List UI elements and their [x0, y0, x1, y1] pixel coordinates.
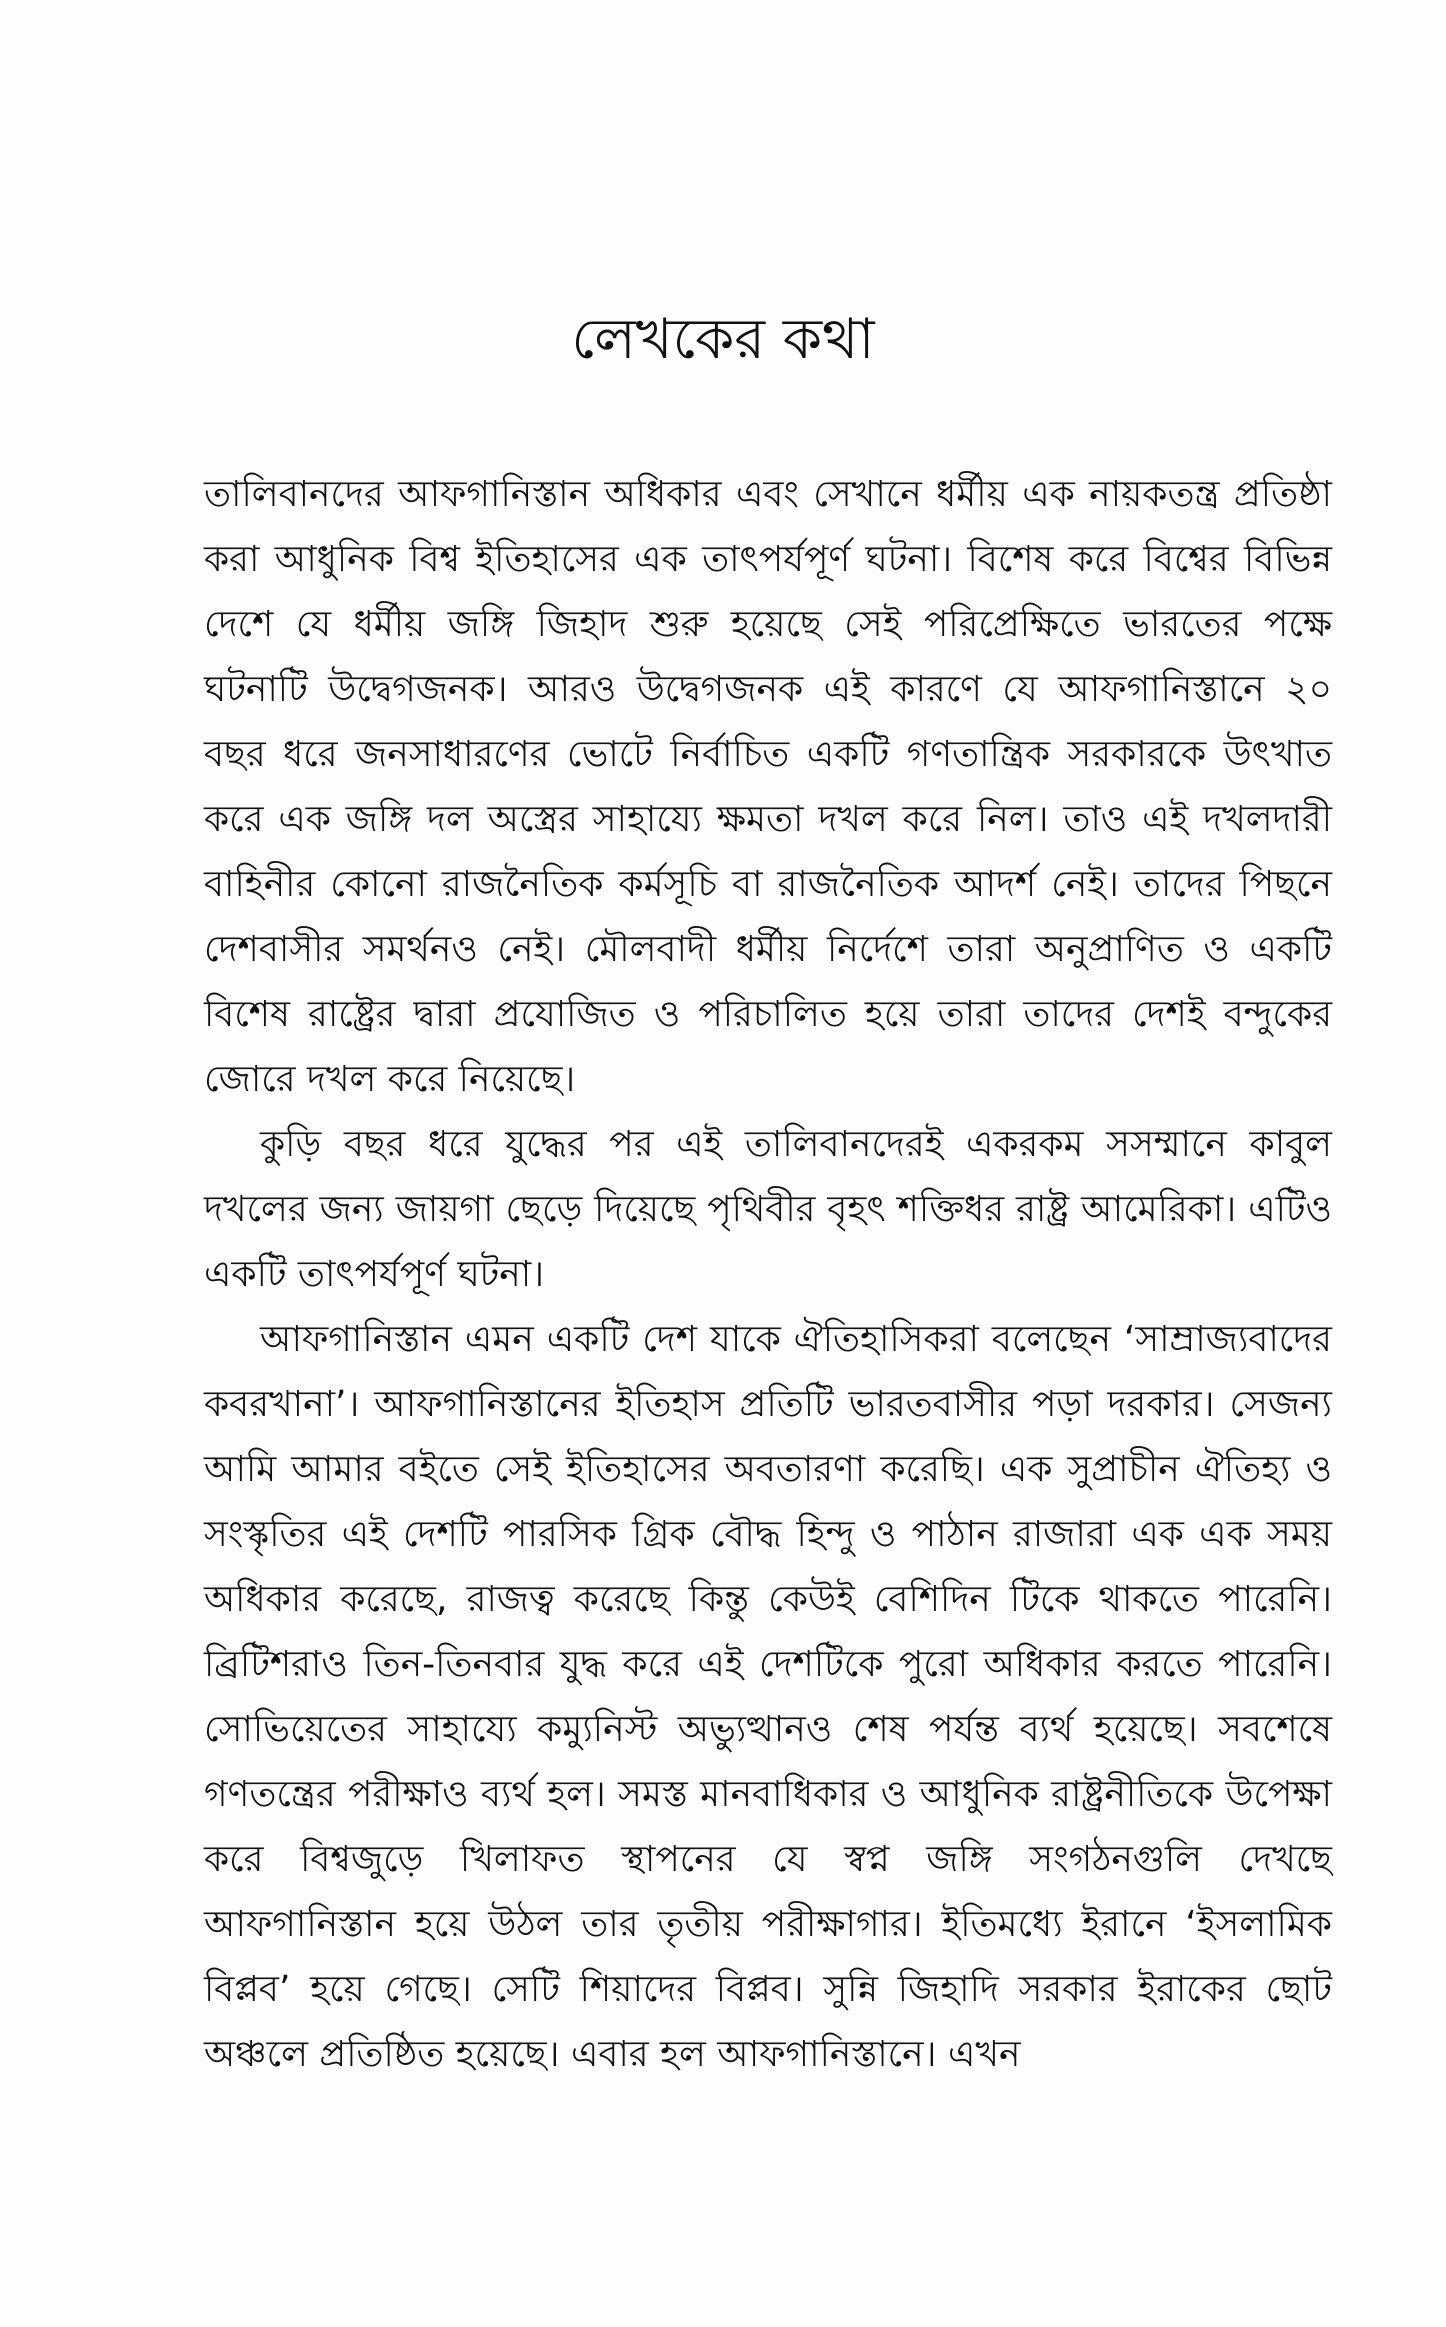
body-text [204, 462, 1332, 2087]
paragraph-3: আফগানিস্তান এমন একটি দেশ যাকে ঐতিহাসিকরা বলেছেন ‘সাম্রাজ্যবাদের কবরখানা’। আফগানিস্তানের ইতিহাস প্রতিটি ভারতবাসীর পড়া দরকার। সেজন্য আমি আমার বইতে সেই ইতিহাসের অবতারণা করেছি। এক সুপ্রাচীন ঐতিহ্য ও সংস্কৃতির এই দেশটি পারসিক গ্রিক বৌদ্ধ হিন্দু ও পাঠান রাজারা এক এক সময় অধিকার করেছে, রাজত্ব করেছে কিন্তু কেউই বেশিদিন টিকে থাকতে পারেনি। ব্রিটিশরাও তিন-তিনবার যুদ্ধ করে এই দেশটিকে পুরো অধিকার করতে পারেনি। সোভিয়েতের সাহায্যে কম্যুনিস্ট অভ্যুত্থানও শেষ পর্যন্ত ব্যর্থ হয়েছে। সবশেষে গণতন্ত্রের পরীক্ষাও ব্যর্থ হল। সমস্ত মানবাধিকার ও আধুনিক রাষ্ট্রনীতিকে উপেক্ষা করে বিশ্বজুড়ে খিলাফত স্থাপনের যে স্বপ্ন জঙ্গি সংগঠনগুলি দেখছে আফগানিস্তান হয়ে উঠল তার তৃতীয় পরীক্ষাগার। ইতিমধ্যে ইরানে ‘ইসলামিক বিপ্লব’ হয়ে গেছে। সেটি শিয়াদের বিপ্লব। সুন্নি জিহাদি সরকার ইরাকের ছোট অঞ্চলে প্রতিষ্ঠিত হয়েছে। এবার হল আফগানিস্তানে। এখন [204, 1319, 1332, 2075]
paragraph-1: তালিবানদের আফগানিস্তান অধিকার এবং সেখানে ধর্মীয় এক নায়কতন্ত্র প্রতিষ্ঠা করা আধুনিক বিশ্ব ইতিহাসের এক তাৎপর্যপূর্ণ ঘটনা। বিশেষ করে বিশ্বের বিভিন্ন দেশে যে ধর্মীয় জঙ্গি জিহাদ শুরু হয়েছে সেই পরিপ্রেক্ষিতে ভারতের পক্ষে ঘটনাটি উদ্বেগজনক। আরও উদ্বেগজনক এই কারণে যে আফগানিস্তানে ২০ বছর ধরে জনসাধারণের ভোটে নির্বাচিত একটি গণতান্ত্রিক সরকারকে উৎখাত করে এক জঙ্গি দল অস্ত্রের সাহায্যে ক্ষমতা দখল করে নিল। তাও এই দখলদারী বাহিনীর কোনো রাজনৈতিক কর্মসূচি বা রাজনৈতিক আদর্শ নেই। তাদের পিছনে দেশবাসীর সমর্থনও নেই। মৌলবাদী ধর্মীয় নির্দেশে তারা অনুপ্রাণিত ও একটি বিশেষ রাষ্ট্রের দ্বারা প্রযোজিত ও পরিচালিত হয়ে তারা তাদের দেশই বন্দুকের জোরে দখল করে নিয়েছে। [204, 474, 1332, 1100]
page-title: লেখকের কথা [571, 307, 875, 372]
paragraph-2: কুড়ি বছর ধরে যুদ্ধের পর এই তালিবানদেরই একরকম সসম্মানে কাবুল দখলের জন্য জায়গা ছেড়ে দিয়েছে পৃথিবীর বৃহৎ শক্তিধর রাষ্ট্র আমেরিকা। এটিও একটি তাৎপর্যপূর্ণ ঘটনা। [204, 1124, 1332, 1295]
